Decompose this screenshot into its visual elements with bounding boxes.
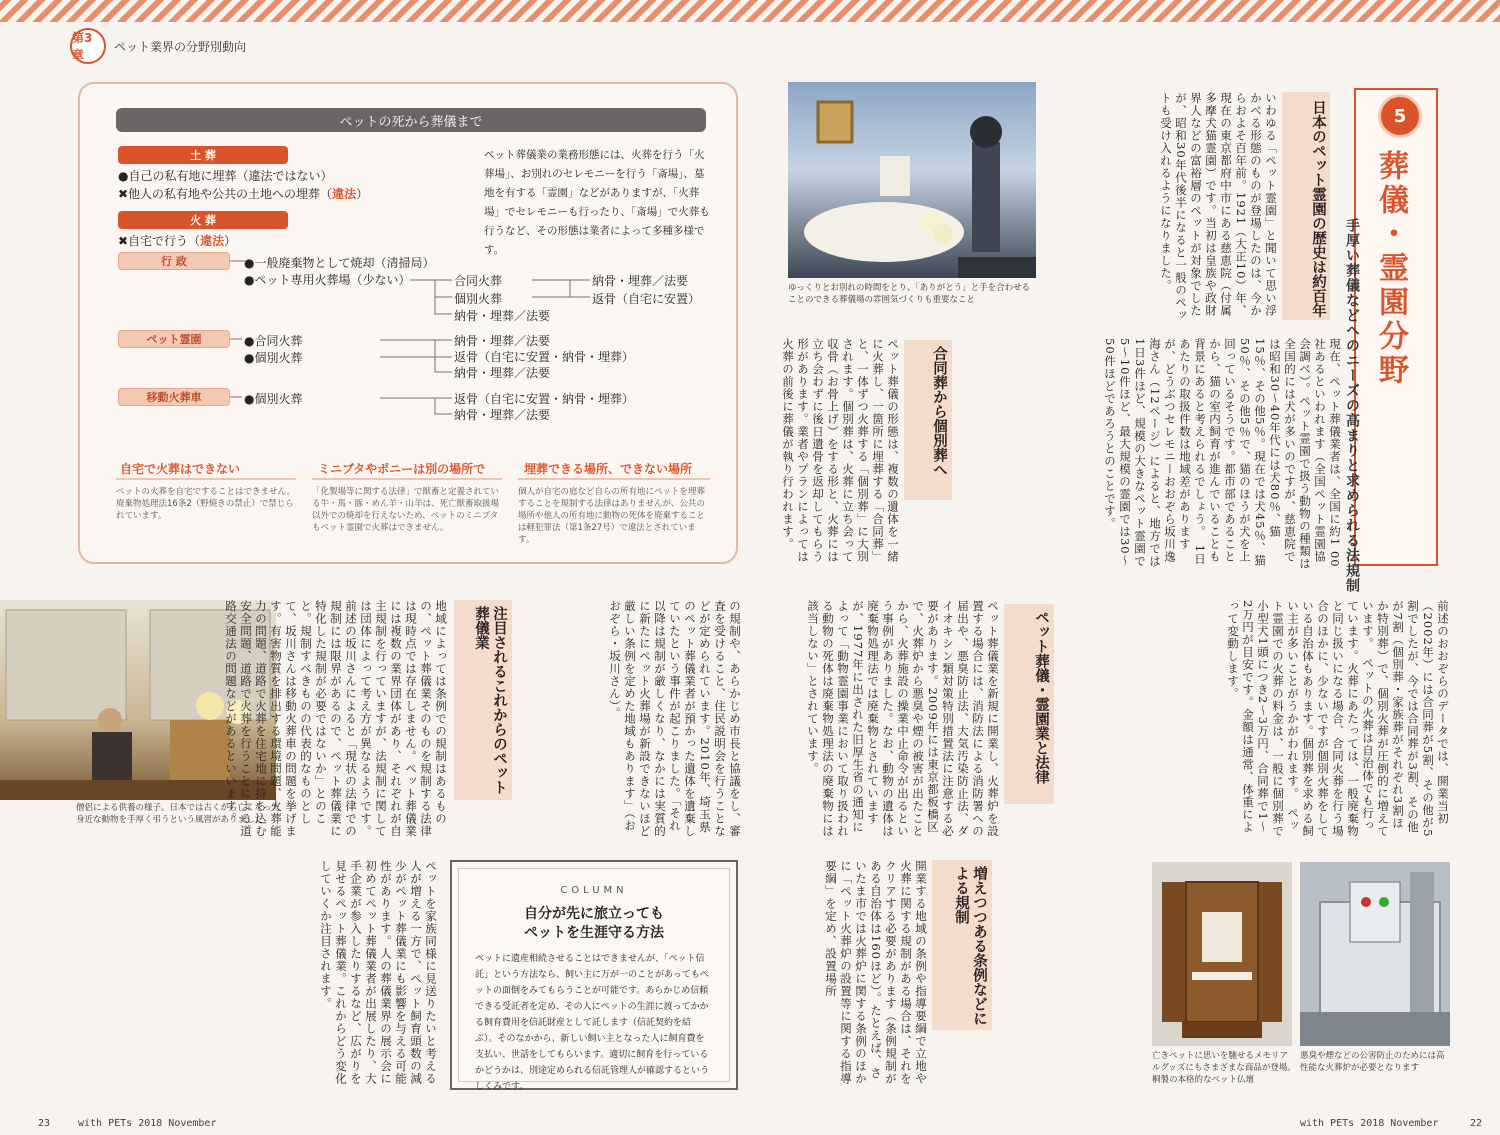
magazine-name-right: with PETs 2018 November: [1300, 1118, 1439, 1129]
note-2-body: 「化製場等に関する法律」で獣畜と定義されている牛・馬・豚・めん羊・山羊は、死亡獣畜取扱場以外での焼却を行えないため、ペットのミニブタもペット霊園で火葬はできません。: [312, 487, 500, 533]
mobile-label: 移動火葬車: [118, 388, 230, 406]
page-number-right: 22: [1470, 1118, 1483, 1129]
branch-nokotsu-2: 納骨・埋葬／法要: [592, 274, 689, 288]
note-1-head: 自宅で火葬はできない: [120, 462, 241, 476]
note-1-body: ペットの火葬を自宅ですることはできません。廃棄物処理法16条2（野焼きの禁止）で禁じられています。: [116, 487, 296, 521]
para-history: いわゆる「ペット霊園」と聞いて思い浮かべる形態のものが登場したのは、今からおよそ百年前。1921（大正10）年、現在の東京都府中市にある慈恵院（付属多摩犬猫霊園）です。当初は皇族や政財界人などの富裕層のペットが対象でしたが、昭和30年代後半になると一般のペットも受け入れるようになりました。: [1159, 92, 1278, 322]
para-regulation: 開業する地域の条例や指導要綱で立地や火葬に関する規制がある場合は、それをクリアする必要があります（条例規制がある自治体は160ほど）。たとえば、さいたま市では火葬炉に関する条例のほかに「ペット火葬炉の設置等に関する指導要綱」を定め、設置場所: [824, 860, 928, 1085]
heading-future: 注目されるこれからのペット葬儀業: [473, 606, 507, 795]
page-number-left: 23: [38, 1118, 51, 1129]
section-number: 5: [1378, 94, 1422, 138]
para-forms: ペット葬儀の形態は、複数の遺体を一緒に火葬し、一箇所に埋葬する「合同葬」と、一体ずつ火葬する「個別葬」に大別されます。個別葬は、火葬に立ち会って収骨（お骨上げ）をする形と、火葬には立ち会わずに後日遺骨を返却してもらう形があります。業者やプランによっては火葬の前後に葬儀が執り行われます。: [781, 338, 900, 563]
branch-kobetsu: 個別火葬: [454, 292, 503, 306]
caption-photo-4: 悪臭や煙などの公害防止のためには高性能な火葬炉が必要となります: [1300, 1051, 1445, 1073]
gyosei-item-1: ●一般廃棄物として焼却（清掃局）: [244, 256, 435, 270]
gyosei-label: 行 政: [118, 252, 230, 270]
note-1-rule: [116, 478, 296, 480]
burial-item-1: ●自己の私有地に埋葬（違法ではない）: [118, 169, 333, 183]
note-2-head: ミニブタやポニーは別の場所で: [318, 462, 486, 476]
note-3-body: 個人が自宅の庭など自らの所有地にペットを埋葬することを規制する法律はありませんが、公共の場所や他人の所有地に動物の死体を廃棄することは軽犯罪法（第1条27号）で違法とされています。: [518, 487, 706, 545]
mobile-result-1: 返骨（自宅に安置・納骨・埋葬）: [454, 392, 635, 406]
caption-photo-1: ゆっくりとお別れの時間をとり、「ありがとう」と手を合わせることのできる葬儀場の雰囲気づくりも重要なこと: [788, 283, 1031, 305]
reien-label: ペット霊園: [118, 330, 230, 348]
cremation-label: 火 葬: [118, 211, 288, 229]
reien-item-1: ●合同火葬: [244, 334, 303, 348]
photo-furnace: [1300, 862, 1450, 1046]
burial-item-2: ✖他人の私有地や公共の土地への埋葬（違法）: [118, 187, 369, 201]
right-page-title: 葬儀・霊園分野: [1373, 150, 1408, 388]
note-2-rule: [312, 478, 502, 480]
para-law-cont: [1020, 860, 1138, 1090]
branch-nokotsu-1: 納骨・埋葬／法要: [454, 309, 551, 323]
heading-regulation: 増えつつある条例などによる規制: [953, 866, 987, 1026]
section-title: ペット業界の分野別動向: [114, 39, 247, 54]
column-box: [450, 860, 738, 1090]
funeral-hall-image: [788, 82, 1036, 278]
column-body: ペットに遺産相続させることはできませんが、「ペット信託」という方法なら、飼い主に万が一のことがあってもペットの面倒をみてもらうことが可能です。あらかじめ信頼できる受託者を定め、その人にペットの生涯に渡ってかかる飼育費用を信託財産として託します（信託契約を結ぶ）。そのなかから、新しい飼い主となった人に飼育費を支払い、世話をしてもらいます。適切に飼育を行っているかどうかは、別途定められる信託管理人が確認するというしくみです。: [475, 954, 710, 1092]
para-future: 地域によっては条例での規制はあるものの、ペット葬儀業そのものを規制する法律は現時点では存在しません。ペット葬儀業には複数の業界団体があり、それぞれが自主規制を行っていますが、法規制に関しては団体によって考え方が異なるようです。前述の坂川さんによると「現状の法律での規制には限界があるので、ペット葬儀業に特化した規制が必要ではないか」とのこと。規制すべきものの代表的なものとして、坂川さんは移動火葬車の問題を挙げます。有害物質を排出する環境問題、火葬能力の問題、道路で火葬を住宅地に持ち込む安全問題、道路で火葬を行うことによる道路交通法の問題などがあるといいます。: [224, 600, 448, 838]
column-inner: [458, 868, 730, 1092]
para-left-regulation: の規制や、あらかじめ市長と協議をし、審査を受けること、住民説明会を行うことなどが定められています。2010年、埼玉県のペット葬儀業者が預かった遺体を遺棄していたという事件が起こりました。「それ以降は規制が厳しくなり、なかには実質的に新たにペット火葬場が新設できないほど厳しい条例を定めた地域もあります」（おおぞら・坂川さん）。: [608, 600, 742, 838]
branch-goudou: 合同火葬: [454, 274, 503, 288]
reien-result-2: 返骨（自宅に安置・納骨・埋葬）: [454, 350, 635, 364]
magazine-name-left: with PETs 2018 November: [78, 1118, 217, 1129]
column-title: 自分が先に旅立っても ペットを生涯守る方法: [524, 906, 664, 941]
reien-result-3: 納骨・埋葬／法要: [454, 366, 551, 380]
branch-henkotsu: 返骨（自宅に安置）: [592, 292, 701, 306]
column-label: COLUMN: [560, 885, 628, 896]
mobile-result-2: 納骨・埋葬／法要: [454, 408, 551, 422]
caption-photo-3: 亡きペットに思いを馳せるメモリアルグッズにもさまざまな商品が登場。桐製の本格的なペット仏壇: [1152, 1051, 1296, 1085]
mobile-item-1: ●個別火葬: [244, 392, 303, 406]
reien-result-1: 納骨・埋葬／法要: [454, 334, 551, 348]
reien-item-2: ●個別火葬: [244, 351, 303, 365]
note-3-head: 埋葬できる場所、できない場所: [524, 462, 693, 476]
diagram-panel: [78, 82, 738, 564]
cremation-home: ✖自宅で行う（違法）: [118, 234, 237, 248]
para-data: 前述のおおぞらのデータでは、開業当初（2002年）には合同葬が5割、その他が5割でしたが、今では合同葬が3割、その他が7割（個別葬・家族葬がそれぞれ3割ほか特別葬）で、個別火葬が圧倒的に増えています。 ペットの火葬は自治体でも行っています。火葬にあたっては、一般廃棄物と同じ扱いになる場合、合同火葬を行う場合のほかに、少ないですが個別火葬をしている自治体もあります。個別葬を求める飼い主が多いことがうかがわれます。 ペット霊園での火葬の料金は、一般に個別葬で小型犬1頭につき2〜3万円、合同葬で1〜2万円が目安です。金額は通常、体重によって変動します。: [1226, 600, 1450, 838]
burial-label: 土 葬: [118, 146, 288, 164]
photo-funeral-hall: [788, 82, 1036, 278]
heading-shift: 合同葬から個別葬へ: [931, 346, 947, 477]
pet-altar-image: [1152, 862, 1292, 1046]
diagram-title: ペットの死から葬儀まで: [116, 108, 706, 132]
chapter-badge: 第3章: [70, 28, 106, 64]
gyosei-item-2: ●ペット専用火葬場（少ない）: [244, 273, 411, 287]
para-conclusion: ペットを家族同様に見送りたいと考える人が増える一方で、ペット飼育頭数の減少がペット葬儀業にも影響を与える可能性があります。人の葬儀業界の展示会に初めてペット葬儀業者が出展したり、大手企業が参入したりするなど、広がりを見せるペット葬儀業。これからどう変化していくか注目されます。: [319, 860, 438, 1085]
section-header: [70, 28, 246, 64]
para-law: ペット葬儀業を新規に開業し、火葬炉を設置する場合には、消防法による消防署への届出や、悪臭防止法、大気汚染防止法、ダイオキシン類対策特別措置法に注意する必要があります。2009年には東京都板橋区で、火葬炉から悪臭や煙の被害が出たことから、火葬施設の操業中止命令が出るという事例がありました。なお、動物の遺体は廃棄物処理法では廃棄物とされていますが、1977年に出された旧厚生省の通知によって「動物霊園事業において取り扱われる動物の死体は廃棄物処理法の廃棄物には該当しない」とされています。: [806, 600, 1000, 838]
furnace-image: [1300, 862, 1450, 1046]
note-3-rule: [518, 478, 710, 480]
heading-law: ペット葬儀・霊園業と法律: [1033, 610, 1049, 784]
right-page-subtitle: 手厚い葬儀などへのニーズの高まりと求められる法規制: [1344, 218, 1360, 593]
top-stripe: [0, 0, 1500, 22]
heading-history: 日本のペット霊園の歴史は約百年: [1310, 100, 1326, 318]
para-statistics: 現在、ペット葬儀業者は、全国に約1 00社あるといわれます（全国ペット霊園協会調べ）。ペット霊園で扱う動物の種類は全国的には犬が多いのですが、慈恵院では昭和30〜40年代には犬80％、猫15％、その他5％。現在では犬45％、猫50％、その他5％で、猫のほうが犬を上回っているそうです。都市部であることから、猫の室内飼育が進んでいることも背景にあると考えられるでしょう。 1日あたりの取扱件数は地域差がありますが、どうぶつセレモニーおおぞら坂川逸海さん（12ページ）によると、地方では1日3件ほど、規模の大きなペット霊園で5〜10件ほど、最大規模の霊園では30〜50件ほどであろうとのことです。: [1103, 338, 1342, 570]
photo-pet-altar: [1152, 862, 1292, 1046]
caption-photo-2: 僧侶による供養の様子。日本では古くから亡くなった身近な動物を手厚く弔うという風習がありました: [76, 803, 281, 825]
diagram-description: ペット葬儀業の業務形態には、火葬を行う「火葬場」、お別れのセレモニーを行う「斎場」、墓地を有する「霊園」などがありますが、「火葬場」でセレモニーも行ったり、「斎場」で火葬も行うなど、その形態は業者によって多種多様です。: [484, 149, 710, 256]
